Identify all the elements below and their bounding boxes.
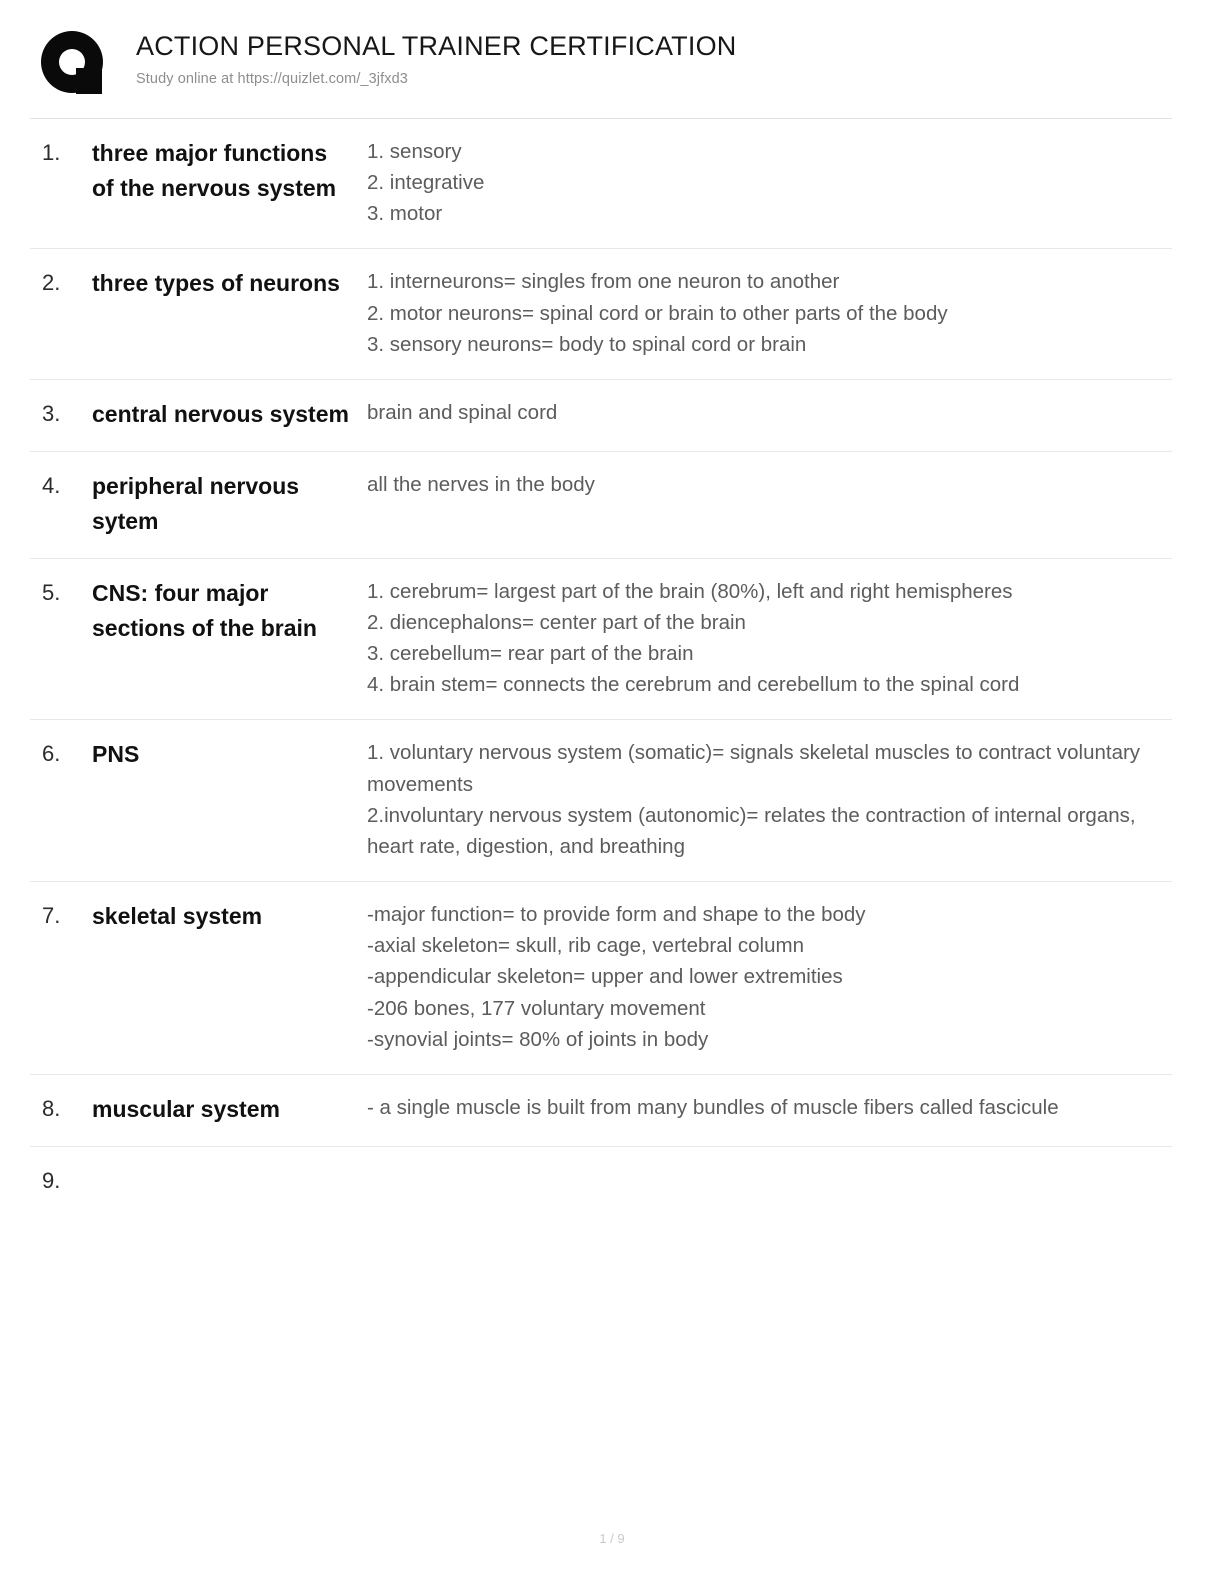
page-footer: 1 / 9 bbox=[599, 1531, 625, 1546]
definition-line: 3. cerebellum= rear part of the brain bbox=[367, 642, 694, 666]
definition-line: -206 bones, 177 voluntary movement bbox=[367, 996, 706, 1020]
row-term: CNS: four major sections of the brain bbox=[92, 579, 317, 641]
table-row bbox=[30, 119, 1172, 249]
definition-line: 2. integrative bbox=[367, 171, 485, 195]
definition-line: 2. motor neurons= spinal cord or brain to other parts of the body bbox=[367, 301, 948, 325]
row-term: three types of neurons bbox=[92, 270, 340, 297]
definition-line: all the nerves in the body bbox=[367, 472, 595, 496]
row-number: 2. bbox=[42, 270, 61, 296]
row-number: 4. bbox=[42, 472, 61, 498]
row-number: 7. bbox=[42, 903, 61, 929]
table-row bbox=[30, 882, 1172, 1075]
table-row bbox=[30, 249, 1172, 379]
definition-line: -synovial joints= 80% of joints in body bbox=[367, 1027, 709, 1051]
table-row bbox=[30, 1075, 1172, 1147]
study-link[interactable]: Study online at https://quizlet.com/_3jfxd3 bbox=[136, 70, 408, 87]
row-term: three major functions of the nervous system bbox=[92, 140, 337, 201]
definition-line: -major function= to provide form and shape to the body bbox=[367, 903, 866, 927]
definition-line: -appendicular skeleton= upper and lower extremities bbox=[367, 965, 843, 989]
definition-line: 3. sensory neurons= body to spinal cord or brain bbox=[367, 332, 807, 356]
row-definition bbox=[367, 136, 1172, 229]
row-number: 5. bbox=[42, 579, 61, 605]
row-number: 1. bbox=[42, 140, 61, 165]
row-term bbox=[92, 1164, 367, 1172]
row-definition bbox=[367, 397, 1172, 428]
row-definition bbox=[367, 1164, 1172, 1172]
table-row bbox=[30, 1147, 1172, 1207]
row-number: 6. bbox=[42, 741, 61, 767]
definition-line: 3. motor bbox=[367, 202, 443, 226]
row-definition bbox=[367, 469, 1172, 500]
quizlet-q-logo-icon bbox=[38, 28, 114, 104]
definition-line: 4. brain stem= connects the cerebrum and cerebellum to the spinal cord bbox=[367, 673, 1020, 697]
row-definition bbox=[367, 576, 1172, 701]
definition-line: 1. interneurons= singles from one neuron to another bbox=[367, 270, 840, 294]
header-text bbox=[136, 26, 736, 87]
flashcard-list bbox=[30, 118, 1172, 1207]
definition-line: -axial skeleton= skull, rib cage, vertebral column bbox=[367, 934, 804, 958]
definition-line: 2. diencephalons= center part of the brain bbox=[367, 610, 746, 634]
page-title: ACTION PERSONAL TRAINER CERTIFICATION bbox=[136, 31, 737, 61]
definition-line: 1. cerebrum= largest part of the brain (80%), left and right hemispheres bbox=[367, 579, 1013, 603]
row-term: skeletal system bbox=[92, 903, 263, 930]
row-number: 8. bbox=[42, 1095, 61, 1121]
definition-line: 1. sensory bbox=[367, 140, 462, 163]
row-definition bbox=[367, 899, 1172, 1055]
row-term: central nervous system bbox=[92, 400, 349, 427]
table-row bbox=[30, 452, 1172, 559]
row-number: 9. bbox=[42, 1167, 61, 1193]
row-definition bbox=[367, 737, 1172, 862]
definition-line: 2.involuntary nervous system (autonomic)= relates the contraction of internal organs, heart rate, digestion, and breathing bbox=[367, 803, 1136, 858]
row-definition bbox=[367, 1092, 1172, 1123]
definition-line: 1. voluntary nervous system (somatic)= signals skeletal muscles to contract voluntary movements bbox=[367, 741, 1141, 796]
table-row bbox=[30, 720, 1172, 882]
document-header bbox=[30, 26, 1172, 114]
row-term: peripheral nervous sytem bbox=[92, 472, 300, 534]
row-definition bbox=[367, 266, 1172, 359]
table-row bbox=[30, 380, 1172, 452]
row-term: muscular system bbox=[92, 1095, 280, 1122]
definition-line: brain and spinal cord bbox=[367, 400, 558, 424]
row-term: PNS bbox=[92, 741, 140, 768]
row-number: 3. bbox=[42, 400, 61, 426]
table-row bbox=[30, 559, 1172, 721]
definition-line: - a single muscle is built from many bundles of muscle fibers called fascicule bbox=[367, 1095, 1059, 1119]
